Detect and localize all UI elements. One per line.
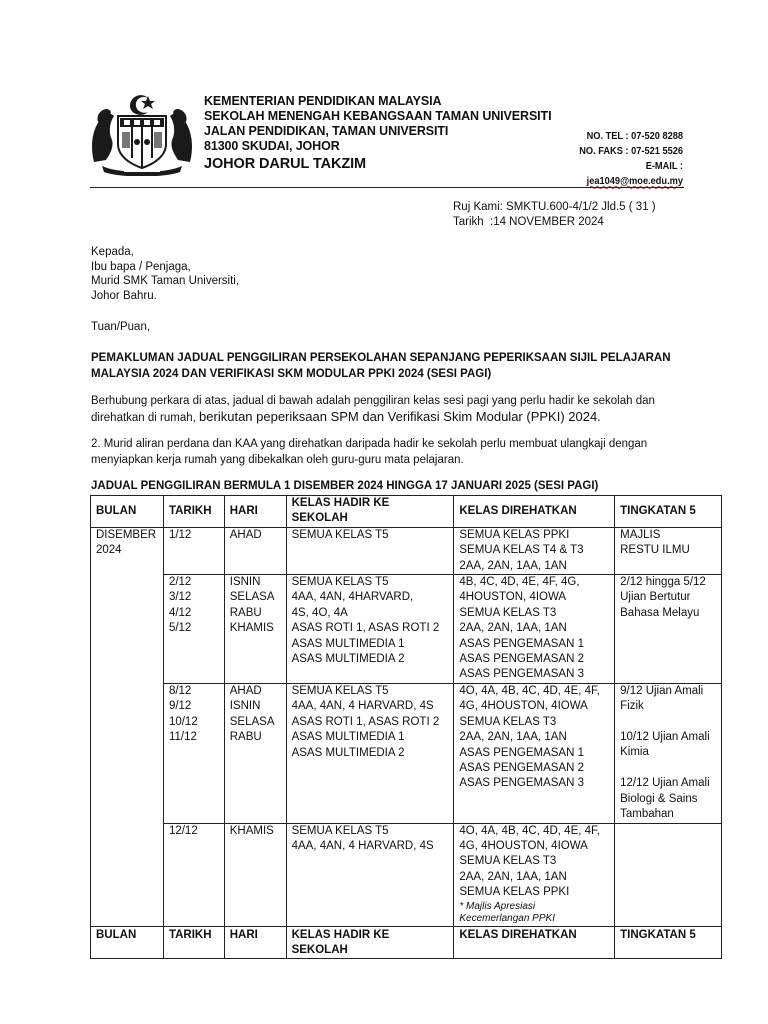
reference-number: : SMKTU.600-4/1/2 Jld.5 ( 31 ) [499,201,656,213]
ministry-name: KEMENTERIAN PENDIDIKAN MALAYSIA [204,94,442,108]
paragraph-1-text-cont: berikutan peperiksaan SPM dan Verifikasi Skim Modular (PPKI) 2024. [199,409,601,424]
footnote: Kecemerlangan PPKI [459,913,555,925]
column-header: HARI [224,926,286,959]
column-header: TINGKATAN 5 [615,926,722,959]
day-cell: KHAMIS [224,823,286,926]
present-classes-cell: SEMUA KELAS T5 4AA, 4AN, 4 HARVARD, 4S [286,823,454,926]
school-header [204,94,551,174]
reference-label: Ruj Kami [453,201,500,213]
column-header: HARI [224,496,286,528]
present-classes-cell: SEMUA KELAS T5 4AA, 4AN, 4 HARVARD, 4S ASAS ROTI 1, ASAS ROTI 2 ASAS MULTIMEDIA 1 ASAS MULTIMEDIA 2 [286,683,454,823]
fax-number: NO. FAKS : 07-521 5526 [579,145,683,157]
rest-classes-cell: SEMUA KELAS PPKI SEMUA KELAS T4 & T3 2AA, 2AN, 1AA, 1AN [454,527,615,574]
rest-classes-cell: 4B, 4C, 4D, 4E, 4F, 4G, 4HOUSTON, 4IOWA SEMUA KELAS T3 2AA, 2AN, 1AA, 1AN ASAS PENGEMASAN 1 ASAS PENGEMASAN 2 ASAS PENGEMASAN 3 [454,575,615,684]
recipient-line: Murid SMK Taman Universiti, [91,275,240,287]
rest-classes-cell: 4O, 4A, 4B, 4C, 4D, 4E, 4F, 4G, 4HOUSTON, 4IOWA SEMUA KELAS T3 2AA, 2AN, 1AA, 1AN SEMUA KELAS PPKI * Majlis Apresiasi Kecemerlangan PPKI [454,823,615,926]
letter-subject: PEMAKLUMAN JADUAL PENGGILIRAN PERSEKOLAHAN SEPANJANG PEPERIKSAAN SIJIL PELAJARAN MALAYSIA 2024 DAN VERIFIKASI SKM MODULAR PPKI 2024 (SESI PAGI) [91,352,671,380]
column-header: TARIKH [163,496,224,528]
column-header: KELAS DIREHATKAN [454,496,615,528]
schedule-table-title: JADUAL PENGGILIRAN BERMULA 1 DISEMBER 2024 HINGGA 17 JANUARI 2025 (SESI PAGI) [91,480,599,492]
email-address: jea1049@moe.edu.my [586,175,683,187]
paragraph-1 [91,393,681,426]
present-classes-cell: SEMUA KELAS T5 [286,527,454,574]
rest-classes-cell: 4O, 4A, 4B, 4C, 4D, 4E, 4F, 4G, 4HOUSTON, 4IOWA SEMUA KELAS T3 2AA, 2AN, 1AA, 1AN ASAS PENGEMASAN 1 ASAS PENGEMASAN 2 ASAS PENGEMASAN 3 [454,683,615,823]
recipient-line: Kepada, [91,246,134,258]
table-row [91,575,722,684]
column-header: BULAN [91,496,164,528]
column-header: BULAN [91,926,164,959]
date-cell: 2/12 3/12 4/12 5/12 [163,575,224,684]
recipient-line: Johor Bahru. [91,289,157,302]
recipient-line: Ibu bapa / Penjaga, [91,260,191,273]
column-header: KELAS HADIR KE SEKOLAH [286,926,454,959]
coat-of-arms-logo [88,92,196,176]
school-postcode: 81300 SKUDAI, JOHOR [204,139,340,153]
column-header: TINGKATAN 5 [615,496,722,528]
date-cell: 8/12 9/12 10/12 11/12 [163,683,224,823]
email-line [557,159,683,189]
school-state: JOHOR DARUL TAKZIM [204,156,366,172]
salutation: Tuan/Puan, [91,321,151,333]
day-cell: AHAD [224,527,286,574]
paragraph-1-text: Berhubung perkara di atas, jadual di bawah adalah penggiliran kelas sesi pagi yang perlu hadir ke sekolah dan direhatkan di rumah, [91,395,655,424]
table-header-row [91,496,722,528]
column-header: TARIKH [163,926,224,959]
date-cell: 1/12 [163,527,224,574]
day-cell: ISNIN SELASA RABU KHAMIS [224,575,286,684]
form5-cell: 9/12 Ujian Amali Fizik 10/12 Ujian Amali Kimia 12/12 Ujian Amali Biologi & Sains Tambahan [615,683,722,823]
date-cell: 12/12 [163,823,224,926]
school-street: JALAN PENDIDIKAN, TAMAN UNIVERSITI [204,124,449,138]
recipient-address [91,245,239,303]
month-cell: DISEMBER 2024 [91,527,164,926]
present-classes-cell: SEMUA KELAS T5 4AA, 4AN, 4HARVARD, 4S, 4O, 4A ASAS ROTI 1, ASAS ROTI 2 ASAS MULTIMEDIA 1 ASAS MULTIMEDIA 2 [286,575,454,684]
date-label: Tarikh [453,215,484,228]
school-name: SEKOLAH MENENGAH KEBANGSAAN TAMAN UNIVERSITI [204,109,552,123]
email-label: E-MAIL : [645,160,683,172]
table-footer-row [91,926,722,959]
form5-cell [615,823,722,926]
form5-cell: 2/12 hingga 5/12 Ujian Bertutur Bahasa Melayu [615,575,722,684]
contact-block [557,129,683,189]
header-divider [90,187,684,188]
letter-date: :14 NOVEMBER 2024 [490,215,604,228]
footnote: * Majlis Apresiasi [459,900,536,912]
schedule-table [90,495,722,959]
column-header: KELAS DIREHATKAN [454,926,615,959]
column-header: KELAS HADIR KE SEKOLAH [286,496,454,528]
telephone-number: NO. TEL : 07-520 8288 [586,130,683,142]
form5-cell: MAJLIS RESTU ILMU [615,527,722,574]
table-row [91,527,722,574]
table-row [91,683,722,823]
table-row [91,823,722,926]
day-cell: AHAD ISNIN SELASA RABU [224,683,286,823]
reference-block [453,200,656,229]
paragraph-2: 2. Murid aliran perdana dan KAA yang direhatkan daripada hadir ke sekolah perlu membuat ulangkaji dengan menyiapkan kerja rumah yang dibekalkan oleh guru-guru mata pelajaran. [91,438,648,466]
